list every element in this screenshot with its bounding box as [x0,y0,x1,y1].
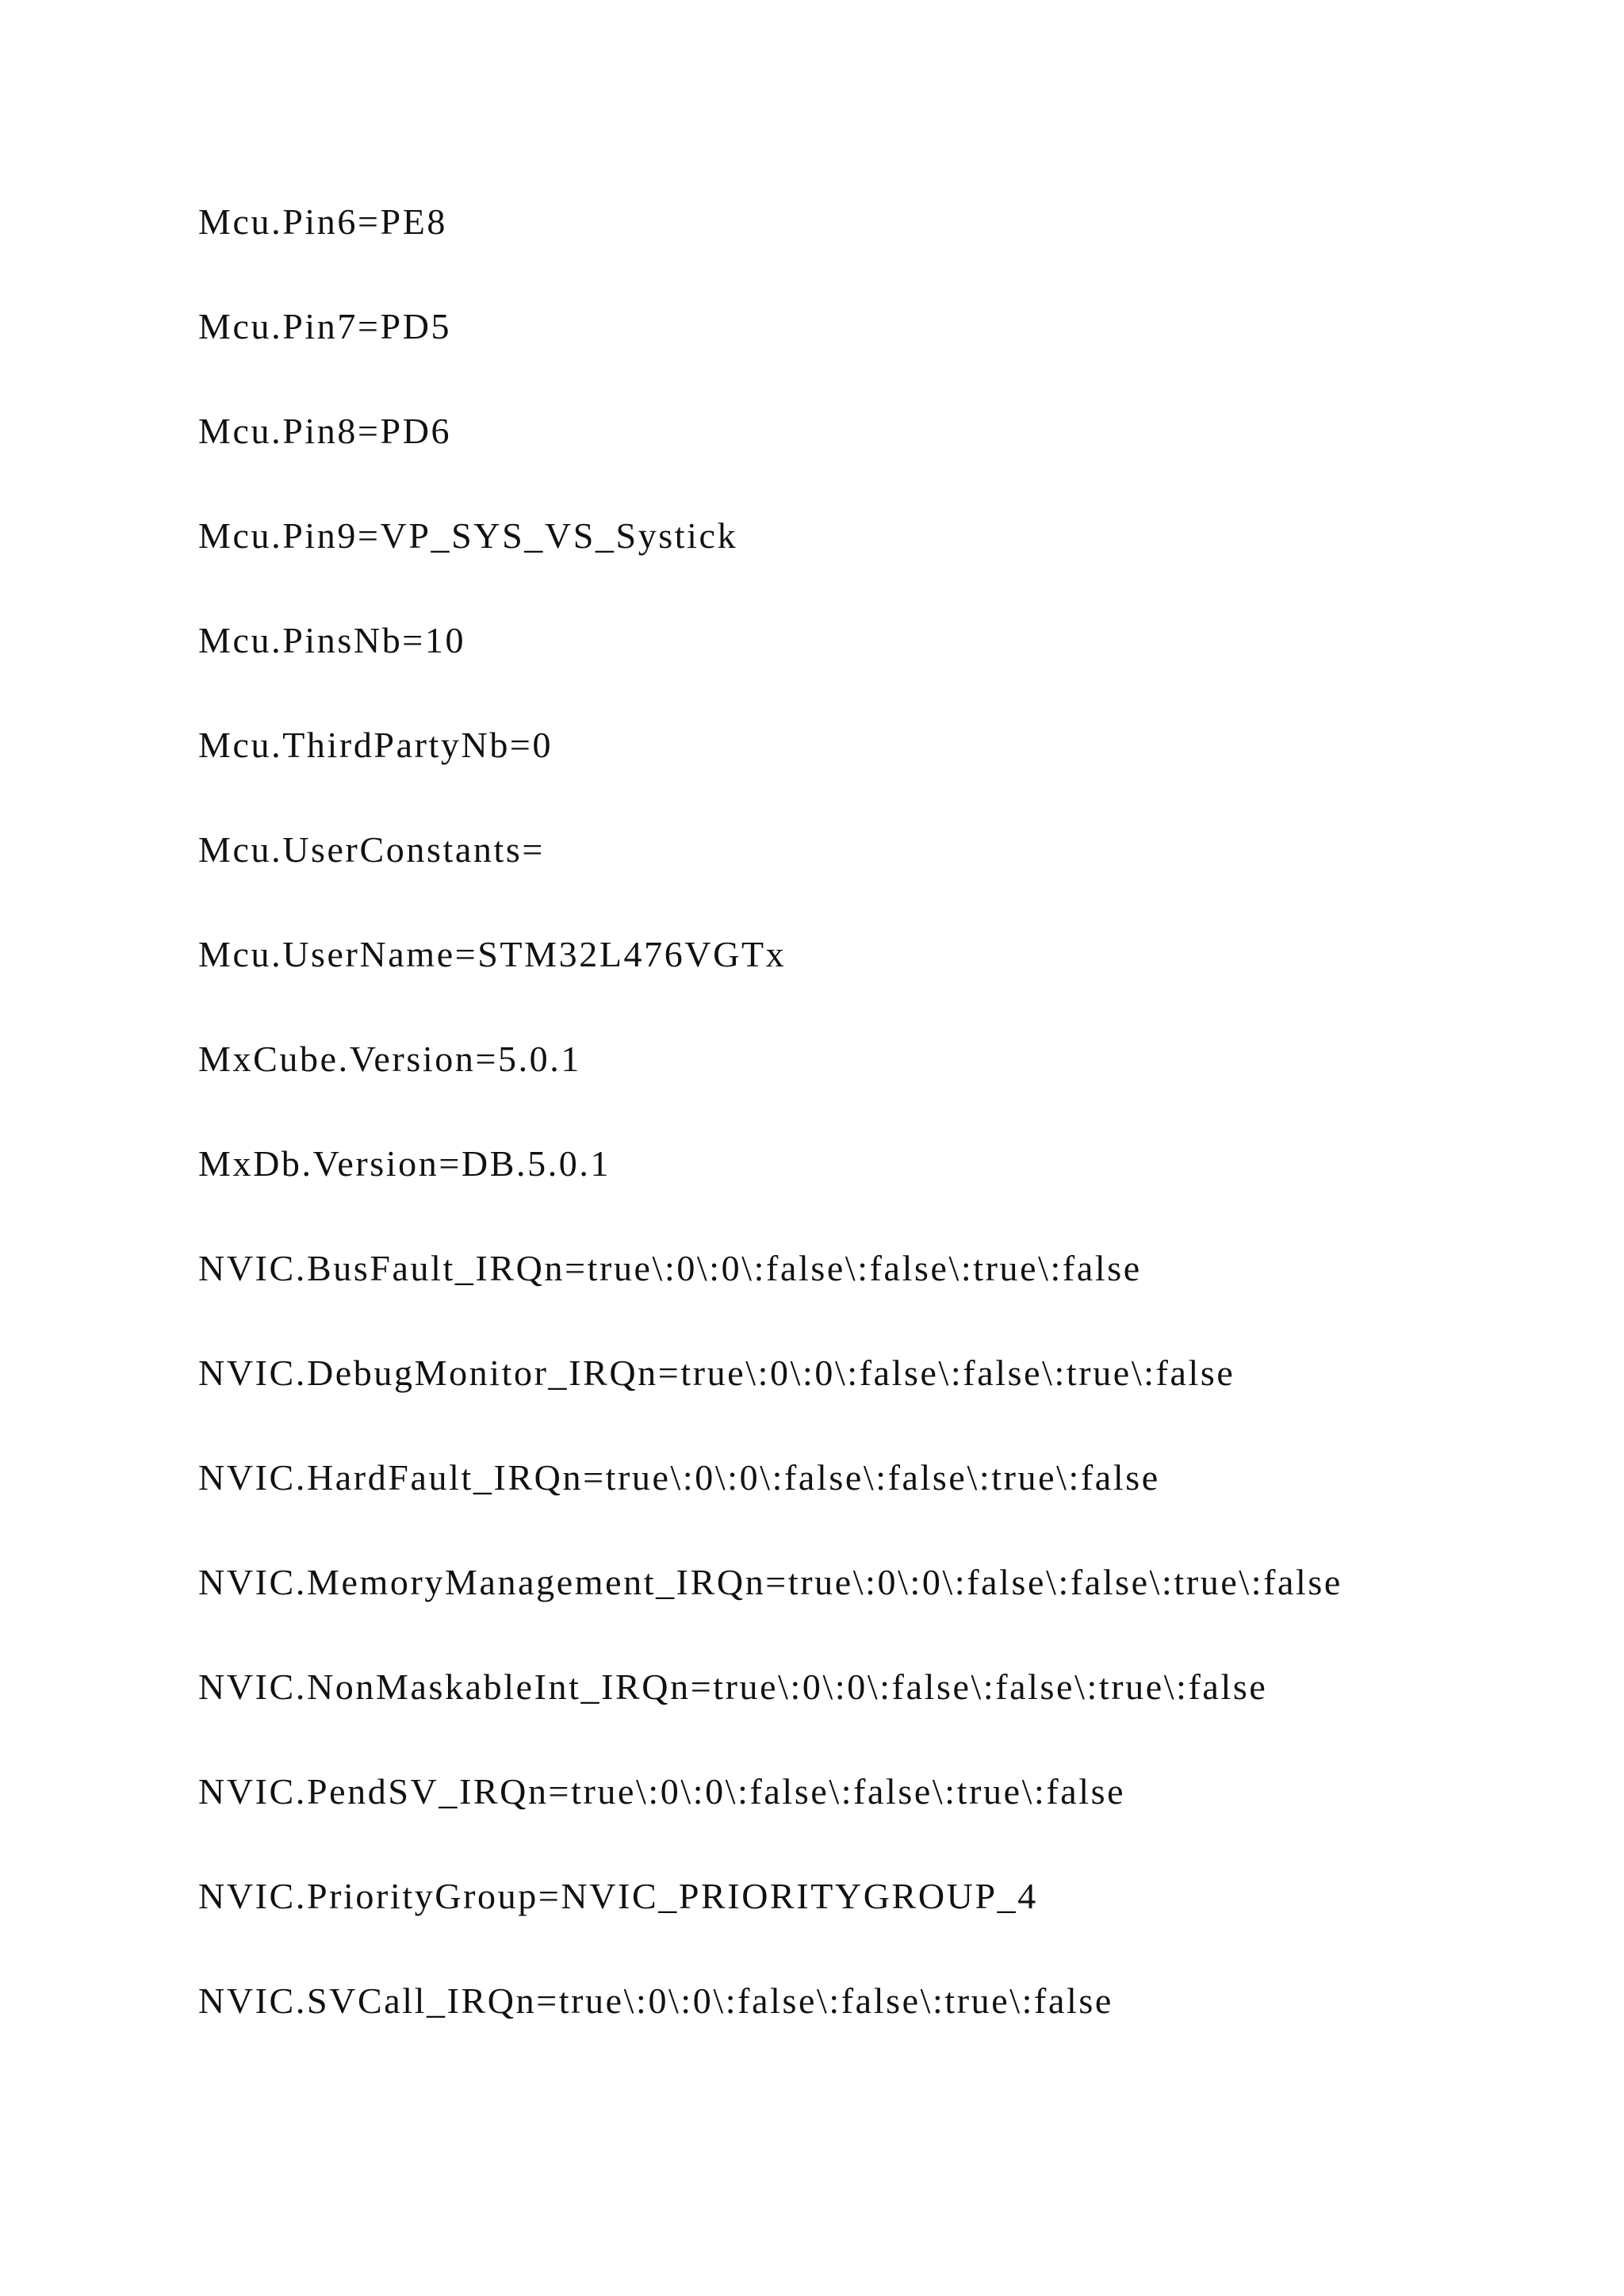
config-line: NVIC.MemoryManagement_IRQn=true\:0\:0\:false\:false\:true\:false [198,1562,1342,1602]
config-line: Mcu.PinsNb=10 [198,620,466,660]
config-line: Mcu.Pin9=VP_SYS_VS_Systick [198,515,738,556]
config-line: Mcu.Pin6=PE8 [198,201,448,242]
config-line: Mcu.ThirdPartyNb=0 [198,725,553,765]
config-line: NVIC.PendSV_IRQn=true\:0\:0\:false\:false\:true\:false [198,1771,1126,1812]
config-line: NVIC.DebugMonitor_IRQn=true\:0\:0\:false\:false\:true\:false [198,1353,1235,1393]
config-line: Mcu.Pin7=PD5 [198,306,452,346]
config-line: Mcu.Pin8=PD6 [198,411,452,451]
config-line: NVIC.BusFault_IRQn=true\:0\:0\:false\:false\:true\:false [198,1248,1142,1288]
config-line: NVIC.PriorityGroup=NVIC_PRIORITYGROUP_4 [198,1876,1038,1916]
config-line: MxCube.Version=5.0.1 [198,1039,581,1079]
config-line: NVIC.HardFault_IRQn=true\:0\:0\:false\:false\:true\:false [198,1457,1160,1498]
config-line: Mcu.UserConstants= [198,829,545,870]
config-line: NVIC.SVCall_IRQn=true\:0\:0\:false\:false\:true\:false [198,1980,1113,2021]
config-line: Mcu.UserName=STM32L476VGTx [198,934,787,974]
config-line: MxDb.Version=DB.5.0.1 [198,1143,611,1184]
config-line: NVIC.NonMaskableInt_IRQn=true\:0\:0\:false\:false\:true\:false [198,1667,1268,1707]
config-text-block [198,197,1435,2080]
